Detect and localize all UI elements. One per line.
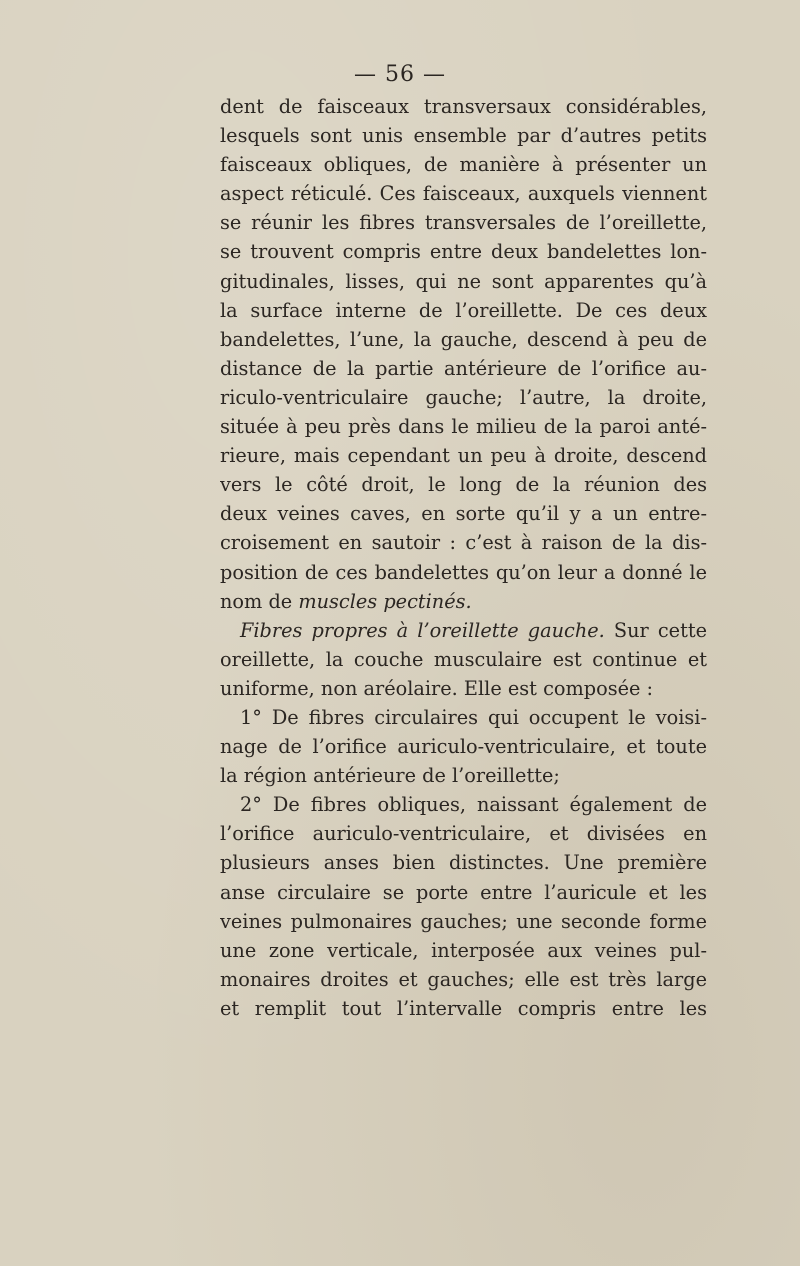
- text-run: distance de la partie antérieure de l’orifice au-: [220, 356, 707, 380]
- text-run: vers le côté droit, le long de la réunion des: [220, 473, 707, 497]
- text-line: [220, 179, 707, 208]
- text-line: [220, 296, 707, 325]
- text-line: [220, 383, 707, 412]
- text-run: veines pulmonaires gauches; une seconde forme: [220, 909, 707, 933]
- text-run: une zone verticale, interposée aux veines pul-: [220, 938, 707, 962]
- text-run: la surface interne de l’oreillette. De ces deux: [220, 298, 707, 322]
- text-run: se réunir les fibres transversales de l’oreillette,: [220, 211, 707, 235]
- text-run: 1° De fibres circulaires qui occupent le voisi-: [240, 705, 707, 729]
- text-line: [220, 412, 707, 441]
- text-line: [220, 470, 707, 499]
- text-run: position de ces bandelettes qu’on leur a donné le: [220, 560, 707, 584]
- italic-text: muscles pectinés.: [298, 589, 472, 613]
- text-run: se trouvent compris entre deux bandelettes lon-: [220, 240, 707, 264]
- text-line: [220, 965, 707, 994]
- text-line: [220, 92, 707, 121]
- text-run: deux veines caves, en sorte qu’il y a un entre-: [220, 502, 707, 526]
- text-run: gitudinales, lisses, qui ne sont apparentes qu’à: [220, 269, 707, 293]
- text-line: [220, 790, 707, 819]
- text-line: [220, 616, 707, 645]
- text-run: uniforme, non aréolaire. Elle est composée :: [220, 676, 654, 700]
- text-run: croisement en sautoir : c’est à raison de la dis-: [220, 531, 707, 555]
- text-line: [220, 528, 707, 557]
- text-line: [220, 819, 707, 848]
- text-line: [220, 441, 707, 470]
- page-body-text: [220, 92, 707, 1023]
- text-line: [220, 848, 707, 877]
- text-run: 2° De fibres obliques, naissant également de: [240, 793, 707, 817]
- text-line: [220, 907, 707, 936]
- text-run: faisceaux obliques, de manière à présenter un: [220, 153, 707, 177]
- text-line: [220, 237, 707, 266]
- text-run: plusieurs anses bien distinctes. Une première: [220, 851, 707, 875]
- text-run: la région antérieure de l’oreillette;: [220, 764, 560, 788]
- text-run: rieure, mais cependant un peu à droite, descend: [220, 444, 707, 468]
- text-line: [220, 267, 707, 296]
- text-line: [220, 703, 707, 732]
- text-run: située à peu près dans le milieu de la paroi anté-: [220, 415, 707, 439]
- text-run: monaires droites et gauches; elle est très large: [220, 967, 707, 991]
- text-line: [220, 558, 707, 587]
- text-line: [220, 354, 707, 383]
- page-number: — 56 —: [354, 62, 446, 87]
- text-run: et remplit tout l’intervalle compris entre les: [220, 996, 707, 1020]
- text-run: dent de faisceaux transversaux considérables,: [220, 95, 707, 118]
- text-line: [220, 587, 707, 616]
- text-run: riculo-ventriculaire gauche; l’autre, la droite,: [220, 385, 707, 409]
- text-line: [220, 936, 707, 965]
- text-run: Sur cette: [604, 618, 707, 642]
- text-line: [220, 499, 707, 528]
- text-run: anse circulaire se porte entre l’auricule et les: [220, 880, 707, 904]
- text-line: [220, 761, 707, 790]
- text-line: [220, 878, 707, 907]
- text-line: [220, 994, 707, 1023]
- text-run: lesquels sont unis ensemble par d’autres petits: [220, 124, 707, 148]
- text-run: oreillette, la couche musculaire est continue et: [220, 647, 707, 671]
- text-line: [220, 150, 707, 179]
- text-line: [220, 645, 707, 674]
- text-line: [220, 208, 707, 237]
- text-line: [220, 121, 707, 150]
- text-run: l’orifice auriculo-ventriculaire, et divisées en: [220, 822, 707, 846]
- text-line: [220, 325, 707, 354]
- text-run: aspect réticulé. Ces faisceaux, auxquels viennent: [220, 182, 707, 206]
- italic-text: Fibres propres à l’oreillette gauche.: [240, 618, 605, 642]
- text-run: nom de: [220, 589, 299, 613]
- text-run: bandelettes, l’une, la gauche, descend à peu de: [220, 327, 707, 351]
- text-run: nage de l’orifice auriculo-ventriculaire, et toute: [220, 735, 707, 759]
- text-line: [220, 732, 707, 761]
- text-line: [220, 674, 707, 703]
